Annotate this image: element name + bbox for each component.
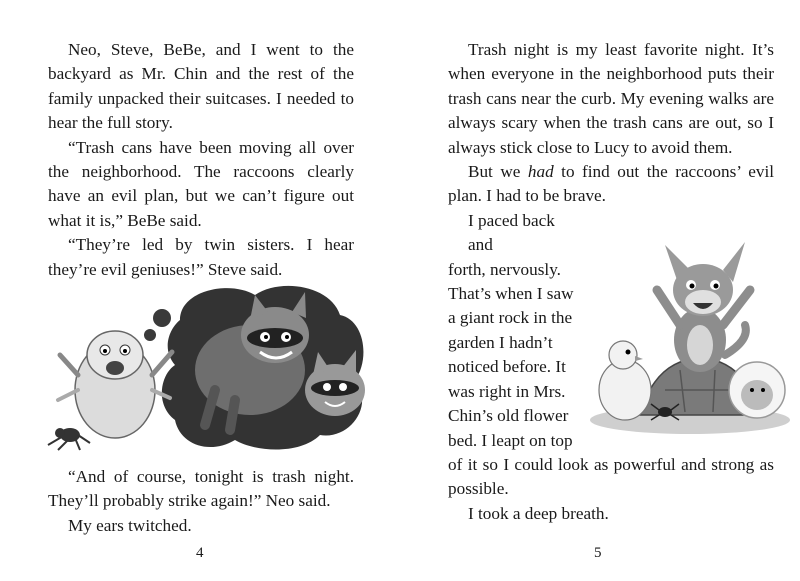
text-line: a giant rock in the: [448, 308, 573, 328]
page-number: 4: [196, 545, 204, 561]
text-line: Chin’s old flower: [448, 406, 569, 426]
paragraph: But we had to find out the raccoons’ evil plan. I had to be brave.: [448, 162, 774, 206]
text-line: garden I hadn’t: [448, 332, 553, 352]
paragraph: “Trash cans have been moving all over the neighborhood. The raccoons clearly have an evil plan, but we can’t figure out what it is,” BeBe said.: [48, 137, 354, 230]
paragraph: My ears twitched.: [68, 515, 192, 535]
emphasis: had: [527, 162, 554, 182]
paragraph: I took a deep breath.: [468, 503, 609, 523]
paragraph: Trash night is my least favorite night. It’s when everyone in the neighborhood puts their trash cans near the curb. My evening walks are always scary when the trash cans are out, so I always stick close to Lucy to avoid them.: [448, 40, 774, 157]
text-line: bed. I leapt on top: [448, 430, 573, 450]
text-line: noticed before. It: [448, 357, 566, 377]
text-line: was right in Mrs.: [448, 381, 566, 401]
page-number: 5: [594, 545, 602, 561]
paragraph: “They’re led by twin sisters. I hear they’re evil geniuses!” Steve said.: [48, 235, 354, 279]
text-line: I paced back and: [468, 210, 555, 255]
dog-on-rock-illustration: [585, 240, 790, 440]
text-line: That’s when I saw: [448, 284, 574, 304]
paragraph: of it so I could look as powerful and strong as possible.: [448, 454, 774, 499]
raccoon-thought-bubble-illustration: [30, 280, 370, 460]
text-line: forth, nervously.: [448, 259, 561, 279]
paragraph: Neo, Steve, BeBe, and I went to the backyard as Mr. Chin and the rest of the family unpacked their suitcases. I needed to hear the full story.: [48, 40, 354, 133]
wrapped-paragraph: [448, 209, 578, 453]
paragraph: “And of course, tonight is trash night. They’ll probably strike again!” Neo said.: [48, 467, 354, 511]
